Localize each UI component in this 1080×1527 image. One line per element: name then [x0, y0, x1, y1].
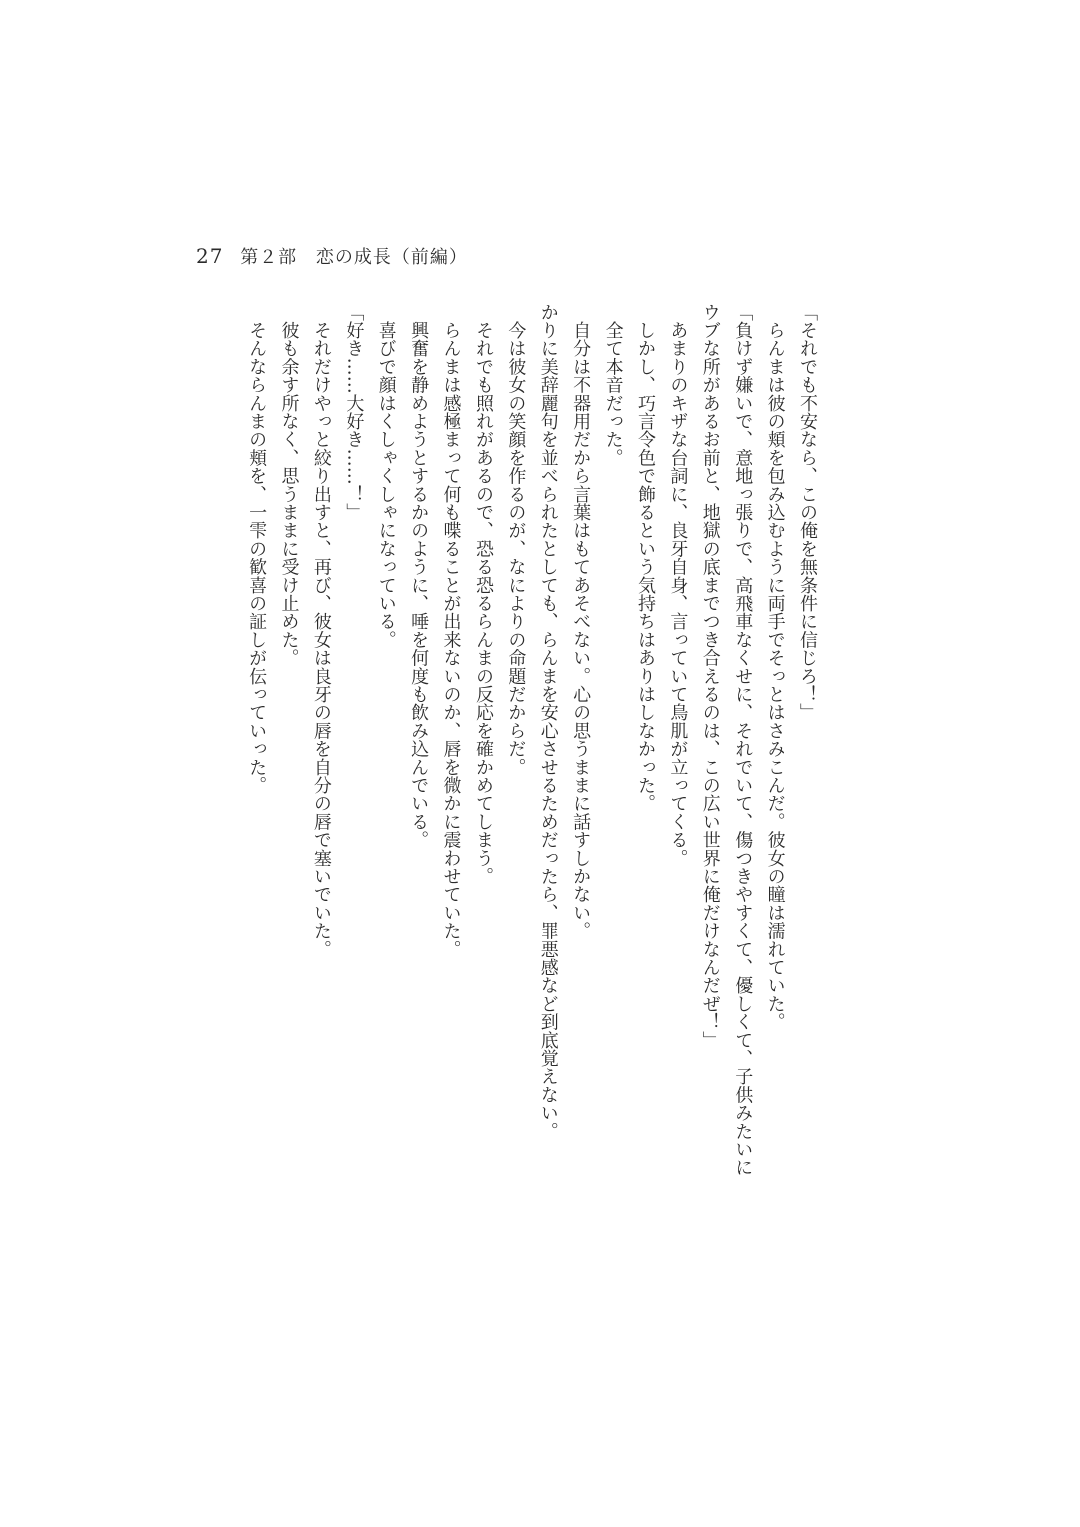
text-line: 全て本音だった。 [602, 303, 624, 467]
vertical-body-text [240, 303, 823, 1203]
text-line: 喜びで顔はくしゃくしゃになっている。 [375, 303, 397, 649]
text-line: 今は彼女の笑顔を作るのが、なによりの命題だからだ。 [505, 303, 527, 777]
chapter-title: 恋の成長（前編） [315, 247, 468, 268]
text-line: あまりのキザな台詞に、良牙自身、言っていて鳥肌が立ってくる。 [667, 303, 689, 868]
text-line: ウブな所があるお前と、地獄の底までつき合えるのは、この広い世界に俺だけなんだぜ！」 [699, 303, 721, 1050]
text-line: らんまは感極まって何も喋ることが出来ないのか、唇を微かに震わせていた。 [440, 303, 462, 959]
text-line: それでも照れがあるので、恐る恐るらんまの反応を確かめてしまう。 [472, 303, 494, 886]
running-header [196, 243, 468, 269]
text-line: 自分は不器用だから言葉はもてあそべない。心の思うままに話すしかない。 [570, 303, 592, 940]
text-line: 興奮を静めようとするかのように、唾を何度も飲み込んでいる。 [408, 303, 430, 849]
text-line: それだけやっと絞り出すと、再び、彼女は良牙の唇を自分の唇で塞いでいた。 [310, 303, 332, 959]
chapter-label: 第２部 [240, 247, 298, 268]
text-line: そんならんまの頬を、一雫の歓喜の証しが伝っていった。 [246, 303, 268, 795]
text-line: 「好き……大好き……！」 [343, 303, 365, 522]
text-line: かりに美辞麗句を並べられたとしても、らんまを安心させるためだったら、罪悪感など到底覚えない。 [537, 303, 559, 1141]
text-line: しかし、巧言令色で飾るという気持ちはありはしなかった。 [634, 303, 656, 813]
text-line: らんまは彼の頬を包み込むように両手でそっとはさみこんだ。彼女の瞳は濡れていた。 [764, 303, 786, 1031]
text-line: 「負けず嫌いで、意地っ張りで、高飛車なくせに、それでいて、傷つきやすくて、優しくて、子供みたいに [732, 303, 754, 1177]
text-line: 「それでも不安なら、この俺を無条件に信じろ！」 [797, 303, 818, 722]
text-line: 彼も余す所なく、思うままに受け止めた。 [278, 303, 300, 667]
page-number: 27 [196, 244, 224, 268]
